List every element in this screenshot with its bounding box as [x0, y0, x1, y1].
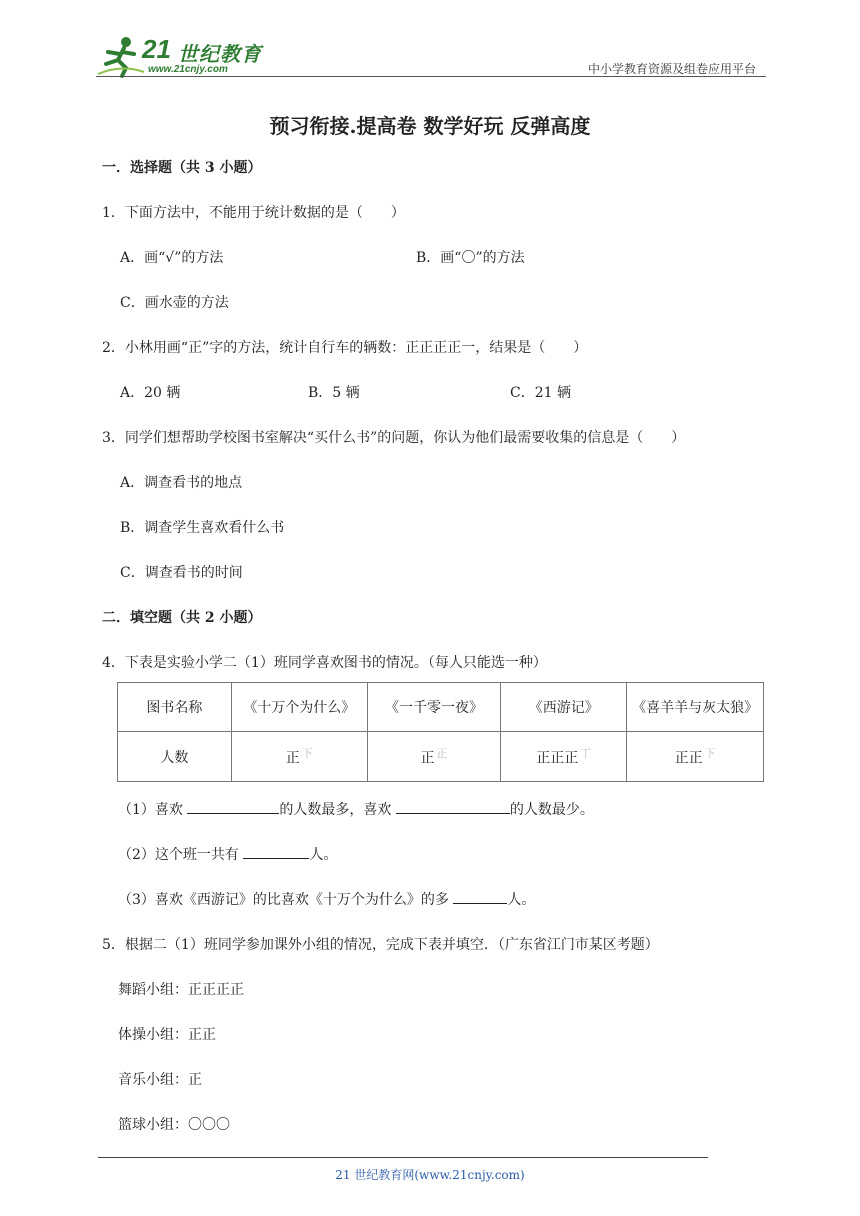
tally-cell [627, 732, 764, 782]
tally-partial-mark: 下 [704, 747, 716, 761]
answer-blank[interactable] [187, 799, 279, 814]
tally-text: 正正正 [536, 750, 579, 767]
tally-partial-mark: 下 [301, 747, 313, 761]
sub-text: （1）喜欢 [118, 802, 183, 818]
tally-partial-mark: 正 [436, 747, 448, 761]
tally-partial-mark: 丅 [580, 747, 592, 761]
q4-sub-1 [118, 799, 594, 819]
sub-text: （3）喜欢《西游记》的比喜欢《十万个为什么》的多 [118, 892, 449, 908]
table-cell: 人数 [118, 732, 232, 782]
sub-text: 人。 [507, 892, 536, 908]
header-divider [96, 76, 766, 77]
table-header-row [118, 683, 764, 732]
question-5: 5．根据二（1）班同学参加课外小组的情况，完成下表并填空．（广东省江门市某区考题） [102, 937, 659, 953]
q3-option-c: C．调查看书的时间 [120, 565, 243, 581]
table-cell: 《一千零一夜》 [367, 683, 501, 732]
q3-option-b: B．调查学生喜欢看什么书 [120, 520, 285, 536]
q2-option-c: C．21 辆 [510, 385, 571, 401]
q2-option-b: B．5 辆 [308, 385, 360, 401]
answer-blank[interactable] [396, 799, 510, 814]
book-preference-table [117, 682, 764, 782]
table-cell: 图书名称 [118, 683, 232, 732]
group-line: 篮球小组：〇〇〇 [118, 1117, 230, 1133]
q3-option-a: A．调查看书的地点 [120, 475, 243, 491]
answer-blank[interactable] [243, 844, 309, 859]
q1-option-b: B．画“〇”的方法 [416, 250, 525, 266]
sub-text: 的人数最少。 [509, 802, 594, 818]
tally-text: 正 [285, 750, 300, 767]
tally-cell [501, 732, 627, 782]
tally-text: 正 [420, 750, 435, 767]
footer-divider [98, 1157, 708, 1158]
group-line: 舞蹈小组：正正正正 [118, 982, 244, 998]
table-cell: 《喜羊羊与灰太狼》 [627, 683, 764, 732]
group-line: 音乐小组：正 [118, 1072, 202, 1088]
logo-text: 世纪教育 [178, 42, 262, 66]
q1-option-a: A．画“√”的方法 [120, 250, 224, 266]
section-heading-fill: 二．填空题（共 2 小题） [102, 610, 262, 626]
q4-sub-2 [118, 844, 337, 864]
tally-text: 正正 [674, 750, 703, 767]
logo-number: 21 [142, 34, 171, 64]
question-4: 4．下表是实验小学二（1）班同学喜欢图书的情况。（每人只能选一种） [102, 655, 547, 671]
answer-blank[interactable] [453, 889, 507, 904]
question-2: 2．小林用画“正”字的方法，统计自行车的辆数：正正正正一，结果是（ ） [102, 340, 588, 356]
sub-text: （2）这个班一共有 [118, 847, 239, 863]
table-row [118, 732, 764, 782]
q4-sub-3 [118, 889, 535, 909]
question-1: 1．下面方法中，不能用于统计数据的是（ ） [102, 205, 405, 221]
q1-option-c: C．画水壶的方法 [120, 295, 229, 311]
logo-url: www.21cnjy.com [148, 64, 228, 75]
question-3: 3．同学们想帮助学校图书室解决“买什么书”的问题，你认为他们最需要收集的信息是（ ） [102, 430, 686, 446]
table-cell: 《西游记》 [501, 683, 627, 732]
sub-text: 人。 [309, 847, 338, 863]
tally-cell [231, 732, 367, 782]
tally-cell [367, 732, 501, 782]
footer-link[interactable]: 21 世纪教育网(www.21cnjy.com) [335, 1168, 525, 1182]
running-figure-icon [96, 34, 146, 78]
group-line: 体操小组：正正 [118, 1027, 216, 1043]
page-title: 预习衔接.提高卷 数学好玩 反弹高度 [269, 114, 591, 138]
section-heading-choice: 一．选择题（共 3 小题） [102, 160, 262, 176]
table-cell: 《十万个为什么》 [231, 683, 367, 732]
q2-option-a: A．20 辆 [120, 385, 181, 401]
sub-text: 的人数最多，喜欢 [279, 802, 392, 818]
platform-name: 中小学教育资源及组卷应用平台 [587, 62, 756, 76]
